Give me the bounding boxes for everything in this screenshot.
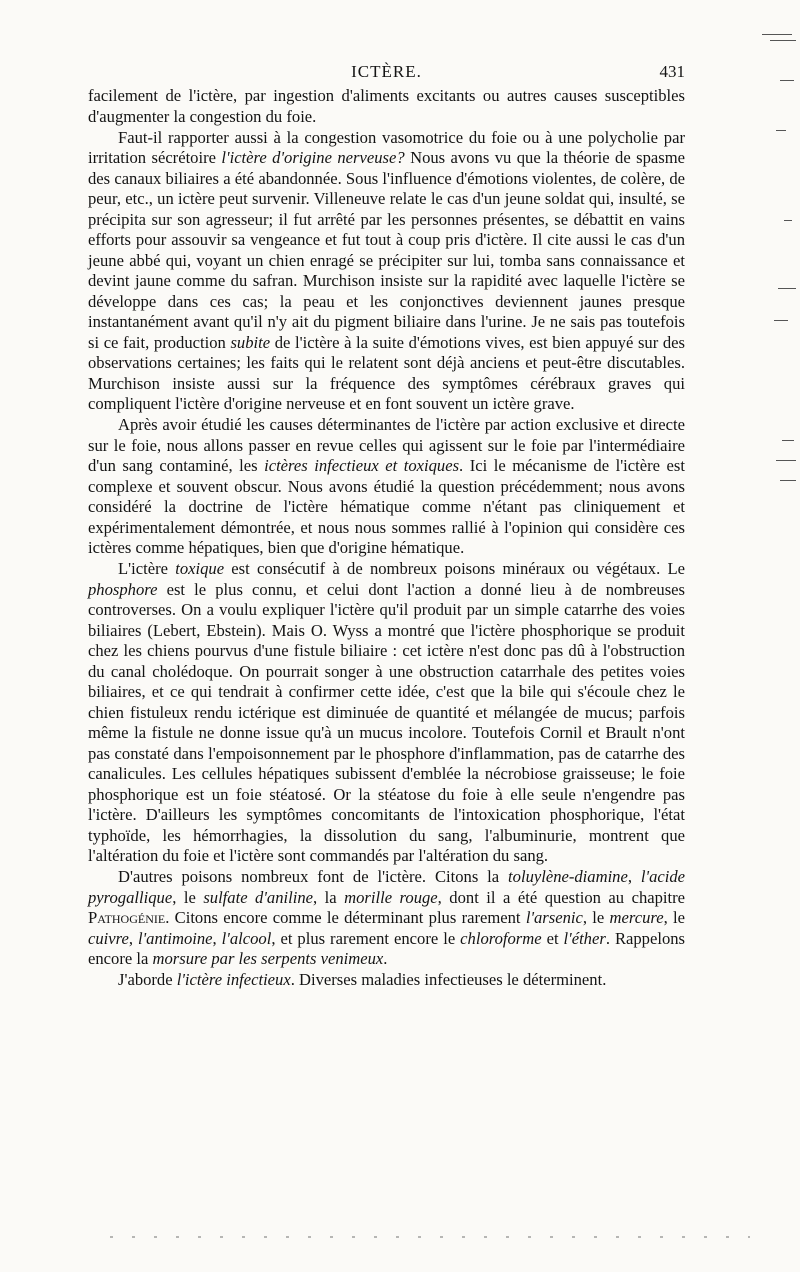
italic-text: l'ictère d'origine nerveuse? (221, 148, 405, 167)
text-run: est consécutif à de nombreux poisons minéraux ou végétaux. Le (224, 559, 685, 578)
text-run: . Citons encore comme le déterminant plus rarement (165, 908, 526, 927)
text-run: . Rappelons encore la (88, 928, 686, 968)
italic-text: cuivre (88, 928, 129, 948)
text-body (88, 86, 685, 991)
text-run: , la (313, 887, 345, 907)
italic-text: ictères infectieux et toxiques (264, 456, 460, 475)
text-run: , le (582, 908, 610, 927)
text-run: , le (172, 887, 204, 907)
text-run: Après avoir étudié les causes déterminantes de l'ictère par action exclusive et directe sur le foie, nous allons passer en revue celles qui agissent sur le foie par l'intermédiaire d'un sang contaminé, les (88, 415, 685, 475)
running-title: ICTÈRE. (351, 62, 422, 81)
text-run: . Diverses maladies infectieuses le déterminent. (290, 970, 607, 989)
text-run: facilement de l'ictère, par ingestion d'aliments excitants ou autres causes susceptibles d'augmenter la congestion du foie. (88, 86, 685, 126)
italic-text: mercure (609, 908, 664, 927)
paragraph (88, 970, 685, 991)
italic-text: l'antimoine (138, 928, 213, 948)
text-run: et (541, 928, 564, 948)
text-run: Nous avons vu que la théorie de spasme des canaux biliaires a été abandonnée. Sous l'influence d'émotions violentes, de colère, de peur, etc., un ictère peut survenir. Villeneuve relate le cas d'un jeune soldat qui, insulté, se précipita sur son agresseur; il fut arrêté par les personnes présentes, se débattit en vains efforts pour assouvir sa vengeance et fut tout à coup pris d'ictère. Il cite aussi le cas d'un jeune abbé qui, voyant un chien enragé se précipiter sur lui, tomba sans connaissance et devint jaune comme du safran. Murchison insiste sur la rapidité avec laquelle l'ictère se développe dans ces cas; la peau et les conjonctives deviennent jaunes presque instantanément avant qu'il n'y ait du pigment biliaire dans l'urine. Je ne sais pas toutefois si ce fait, production (88, 148, 685, 352)
text-run: D'autres poisons nombreux font de l'ictère. Citons la (118, 867, 509, 886)
italic-text: l'ictère infectieux (176, 970, 291, 989)
paragraph (88, 559, 685, 867)
page-number: 431 (659, 62, 685, 81)
scan-edge-marks (740, 20, 800, 540)
text-run: de l'ictère à la suite d'émotions vives, est bien appuyé sur des observations certaines; les faits qui le relatent sont déjà anciens et peut-être discutables. Murchison insiste aussi sur la fréquence des symptômes cérébraux graves qui compliquent l'ictère d'origine nerveuse et en font souvent un ictère grave. (88, 332, 685, 413)
scan-bottom-marks (110, 1236, 750, 1238)
text-run: . (383, 949, 388, 968)
italic-text: phosphore (88, 579, 158, 599)
paragraph (88, 415, 685, 559)
text-run: . Ici le mécanisme de l'ictère est complexe et souvent obscur. Nous avons étudié la question précédemment; nous avons considéré la doctrine de l'ictère hématique comme n'étant pas cliniquement et expérimentalement démontrée, et nous nous sommes rallié à l'opinion qui considère ces ictères comme hépatiques, bien que d'origine hématique. (88, 456, 685, 557)
text-run: , et plus rarement encore le (271, 928, 461, 948)
italic-text: subite (230, 332, 271, 352)
text-run: L'ictère (118, 559, 176, 578)
text-run: , dont il a été question au chapitre (437, 887, 686, 907)
italic-text: l'éther (563, 928, 606, 948)
italic-text: l'arsenic (525, 908, 583, 927)
text-run: , (128, 928, 138, 948)
text-run: , le (663, 908, 685, 927)
text-run: J'aborde (118, 970, 177, 989)
italic-text: l'alcool (221, 928, 272, 948)
text-run: , (627, 867, 641, 886)
paragraph (88, 86, 685, 127)
italic-text: sulfate d'aniline (203, 887, 313, 907)
italic-text: l'acide pyrogallique (88, 867, 685, 907)
italic-text: toluylène-diamine (508, 867, 628, 886)
text-run: Faut-il rapporter aussi à la congestion vasomotrice du foie ou à une polycholie par irritation sécrétoire (88, 127, 685, 167)
text-run: , (212, 928, 222, 948)
paragraph (88, 128, 685, 415)
paragraph (88, 867, 685, 970)
italic-text: morsure par les serpents venimeux (152, 949, 384, 968)
italic-text: toxique (175, 559, 225, 578)
text-run: est le plus connu, et celui dont l'action a donné lieu à de nombreuses controverses. On a voulu expliquer l'ictère qu'il produit par un simple catarrhe des voies biliaires (Lebert, Ebstein). Mais O. Wyss a montré que l'ictère phosphorique se produit chez les chiens pourvus d'une fistule biliaire : cet ictère n'est donc pas dû à l'obstruction du canal cholédoque. On pourrait songer à une obstruction catarrhale des petites voies biliaires, et ce qui tendrait à confirmer cette idée, c'est que la bile qui s'écoule chez le chien fistuleux rendu ictérique est diminuée de quantité et mélangée de mucus; parfois même la fistule ne donne issue qu'à un mucus incolore. Toutefois Cornil et Brault n'ont pas constaté dans l'empoisonnement par le phosphore d'inflammation, pas de catarrhe des canalicules. Les cellules hépatiques subissent d'emblée la nécrobiose graisseuse; le foie phosphorique est un foie stéatosé. Or la stéatose du foie à elle seule n'engendre pas l'ictère. D'ailleurs les symptômes concomitants de l'intoxication phosphorique, l'état typhoïde, les hémorrhagies, la dissolution du sang, l'albuminurie, montrent que l'altération du foie et l'ictère sont commandés par l'altération du sang. (88, 579, 685, 865)
italic-text: chloroforme (460, 928, 542, 948)
italic-text: morille rouge (344, 887, 438, 907)
small-caps-text: Pathogénie (88, 908, 166, 927)
page-header (88, 62, 685, 82)
